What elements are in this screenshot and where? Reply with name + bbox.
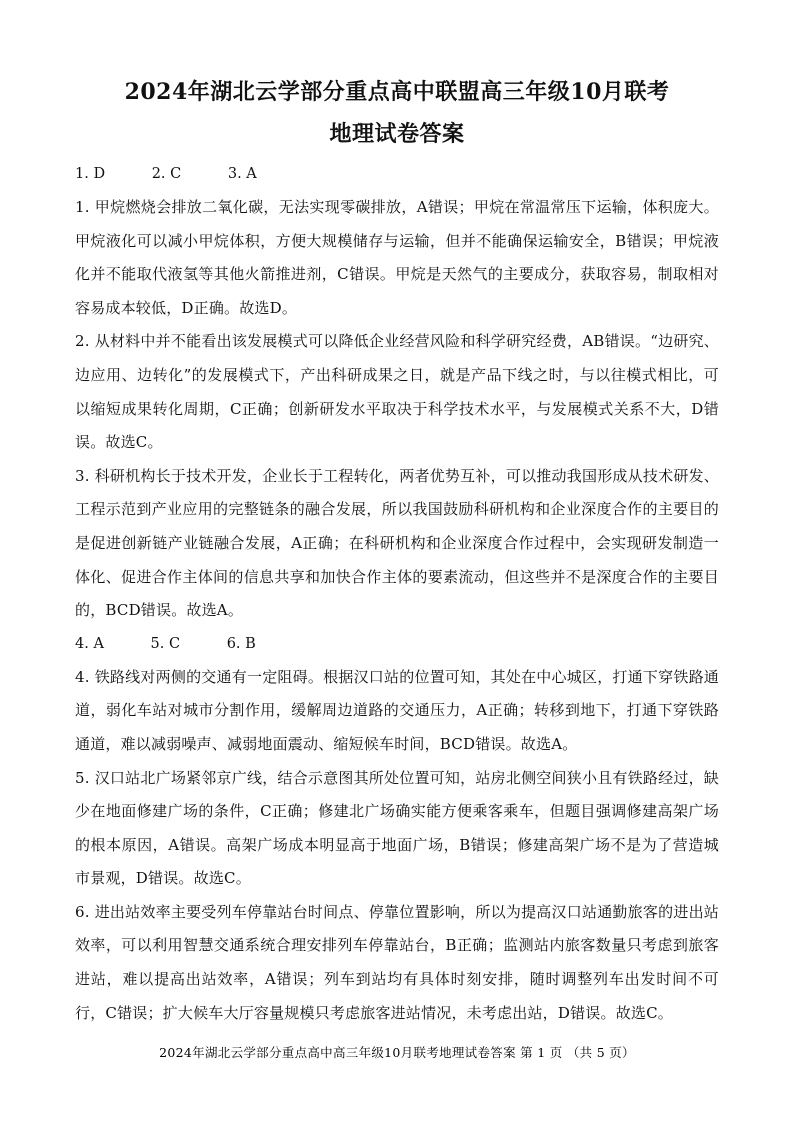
answer-key-row-2 — [75, 628, 719, 661]
exam-subtitle: 地理试卷答案 — [329, 121, 465, 147]
answer-5: 5. C — [150, 635, 181, 652]
explanation-2: 2. 从材料中并不能看出该发展模式可以降低企业经营风险和科学研究经费，AB错误。“边研究、边应用、边转化”的发展模式下，产出科研成果之日，就是产品下线之时，与以往模式相比，可以缩短成果转化周期，C正确；创新研发水平取决于科学技术水平，与发展模式关系不大，D错误。故选C。 — [75, 332, 719, 452]
answer-1: 1. D — [75, 166, 106, 182]
explanation-6: 6. 进出站效率主要受列车停靠站台时间点、停靠位置影响，所以为提高汉口站通勤旅客的进出站效率，可以利用智慧交通系统合理安排列车停靠站台，B正确；监测站内旅客数量只考虑到旅客进站，难以提高出站效率，A错误；列车到站均有具体时刻安排，随时调整列车出发时间不可行，C错误；扩大候车大厅容量规模只考虑旅客进站情况，未考虑出站，D错误。故选C。 — [75, 902, 719, 1022]
answer-4: 4. A — [75, 635, 104, 652]
explanation-5: 5. 汉口站北广场紧邻京广线，结合示意图其所处位置可知，站房北侧空间狭小且有铁路经过，缺少在地面修建广场的条件，C正确；修建北广场确实能方便乘客乘车，但题目强调修建高架广场的根本原因，A错误。高架广场成本明显高于地面广场，B错误；修建高架广场不是为了营造城市景观，D错误。故选C。 — [75, 768, 719, 888]
answer-2: 2. C — [151, 166, 182, 182]
explanation-1: 1. 甲烷燃烧会排放二氧化碳，无法实现零碳排放，A错误；甲烷在常温常压下运输，体积庞大。甲烷液化可以减小甲烷体积，方便大规模储存与运输，但并不能确保运输安全，B错误；甲烷液化并不能取代液氢等其他火箭推进剂，C错误。甲烷是天然气的主要成分，获取容易，制取相对容易成本较低，D正确。故选D。 — [75, 198, 719, 317]
answer-6: 6. B — [226, 635, 256, 652]
answer-key-row-1 — [75, 158, 719, 191]
exam-title: 2024年湖北云学部分重点高中联盟高三年级10月联考 — [124, 79, 670, 105]
page-footer: 2024年湖北云学部分重点高中高三年级10月联考地理试卷答案 第 1 页 （共 5 页） — [159, 1045, 635, 1060]
explanation-3: 3. 科研机构长于技术开发，企业长于工程转化，两者优势互补，可以推动我国形成从技术研发、工程示范到产业应用的完整链条的融合发展，所以我国鼓励科研机构和企业深度合作的主要目的是促进创新链产业链融合发展，A正确；在科研机构和企业深度合作过程中，会实现研发制造一体化、促进合作主体间的信息共享和加快合作主体的要素流动，但这些并不是深度合作的主要目的，BCD错误。故选A。 — [75, 466, 719, 620]
explanation-4: 4. 铁路线对两侧的交通有一定阻碍。根据汉口站的位置可知，其处在中心城区，打通下穿铁路通道，弱化车站对城市分割作用，缓解周边道路的交通压力，A正确；转移到地下，打通下穿铁路通道，难以减弱噪声、减弱地面震动、缩短候车时间，BCD错误。故选A。 — [75, 667, 719, 753]
answer-3: 3. A — [227, 166, 257, 182]
